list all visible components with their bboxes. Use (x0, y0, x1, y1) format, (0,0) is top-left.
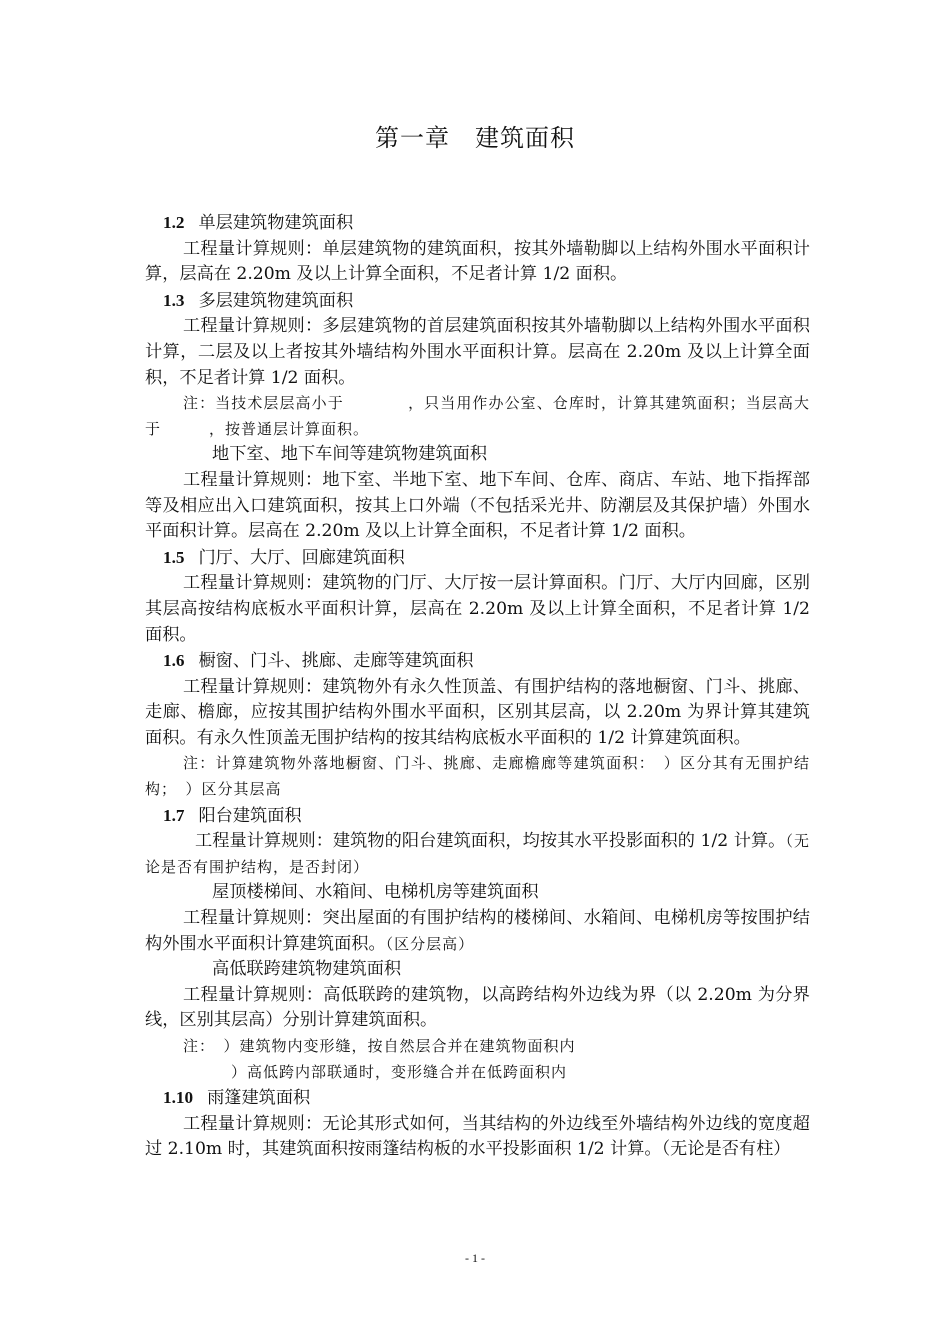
section-title: 地下室、地下车间等建筑物建筑面积 (212, 444, 488, 465)
section-number: 1.10 (163, 1088, 194, 1108)
page-title: 第一章 建筑面积 (375, 124, 575, 152)
paragraph-text: 工程量计算规则：建筑物的阳台建筑面积，均按其水平投影面积的 1/2 计算。 (195, 831, 786, 852)
note: ）高低跨内部联通时，变形缝合并在低跨面积内 (231, 1062, 568, 1081)
section-title: 多层建筑物建筑面积 (198, 290, 354, 311)
section-title: 单层建筑物建筑面积 (198, 213, 354, 233)
section-heading-1-9 (145, 957, 810, 983)
section-title: 雨篷建筑面积 (207, 1088, 311, 1109)
paragraph: 工程量计算规则：单层建筑物的建筑面积，按其外墙勒脚以上结构外围水平面积计算，层高在 2.20m 及以上计算全面积，不足者计算 1/2 面积。 (145, 238, 810, 285)
note: 注：当技术层层高小于 ，只当用作办公室、仓库时，计算其建筑面积；当层高大于 ，按普通层计算面积。 (145, 394, 810, 438)
paragraph: 工程量计算规则：建筑物外有永久性顶盖、有围护结构的落地橱窗、门斗、挑廊、走廊、檐廊，应按其围护结构外围水平面积，区别其层高，以 2.20m 为界计算其建筑面积。有永久性顶盖无围护结构的按其结构底板水平面积的 1/2 计算建筑面积。 (145, 676, 810, 748)
paragraph: 工程量计算规则：无论其形式如何，当其结构的外边线至外墙结构外边线的宽度超过 2.10m 时，其建筑面积按雨篷结构板的水平投影面积 1/2 计算。（无论是否有柱） (145, 1113, 810, 1160)
section-heading-1-3 (145, 288, 810, 315)
paragraph (145, 829, 810, 880)
section-title: 橱窗、门斗、挑廊、走廊等建筑面积 (198, 651, 474, 672)
section-title: 高低联跨建筑物建筑面积 (212, 959, 402, 980)
document-body (145, 210, 810, 1163)
note-inline: （区分层高） (385, 934, 475, 953)
section-title: 屋顶楼梯间、水箱间、电梯机房等建筑面积 (212, 882, 539, 903)
note: 注： ）建筑物内变形缝，按自然层合并在建筑物面积内 (183, 1037, 576, 1055)
section-number: 1.5 (163, 547, 185, 567)
section-heading-1-5 (145, 545, 810, 572)
paragraph: 工程量计算规则：多层建筑物的首层建筑面积按其外墙勒脚以上结构外围水平面积计算，二层及以上者按其外墙结构外围水平面积计算。层高在 2.20m 及以上计算全面积，不足者计算 1/2 面积。 (145, 316, 810, 388)
paragraph: 工程量计算规则：建筑物的门厅、大厅按一层计算面积。门厅、大厅内回廊，区别其层高按结构底板水平面积计算，层高在 2.20m 及以上计算全面积，不足者计算 1/2 面积。 (145, 573, 810, 645)
section-number: 1.6 (163, 651, 185, 671)
paragraph: 工程量计算规则：地下室、半地下室、地下车间、仓库、商店、车站、地下指挥部等及相应出入口建筑面积，按其上口外端（不包括采光井、防潮层及其保护墙）外围水平面积计算。层高在 2.20m 及以上计算全面积，不足者计算 1/2 面积。 (145, 469, 810, 542)
note-inline: （无论是否有围护结构，是否封闭） (145, 832, 810, 876)
page-number: - 1 - (465, 1251, 485, 1265)
paragraph (145, 906, 810, 957)
note: 注：计算建筑物外落地橱窗、门斗、挑廊、走廊檐廊等建筑面积： ）区分其有无围护结构； ）区分其层高 (145, 754, 810, 799)
section-heading-1-10 (145, 1085, 810, 1112)
paragraph-text: 工程量计算规则：突出屋面的有围护结构的楼梯间、水箱间、电梯机房等按围护结构外围水平面积计算建筑面积。 (145, 908, 810, 954)
section-heading-1-8 (145, 880, 810, 906)
section-number: 1.3 (163, 290, 185, 310)
section-heading-1-7 (145, 803, 810, 830)
section-number: 1.2 (163, 213, 185, 232)
section-heading-1-4 (145, 442, 810, 468)
paragraph: 工程量计算规则：高低联跨的建筑物，以高跨结构外边线为界（以 2.20m 为分界线，区别其层高）分别计算建筑面积。 (145, 984, 810, 1031)
section-number: 1.7 (163, 805, 185, 825)
section-title: 门厅、大厅、回廊建筑面积 (198, 547, 405, 568)
section-title: 阳台建筑面积 (198, 805, 302, 826)
section-heading-1-2 (145, 210, 810, 237)
section-heading-1-6 (145, 648, 810, 675)
